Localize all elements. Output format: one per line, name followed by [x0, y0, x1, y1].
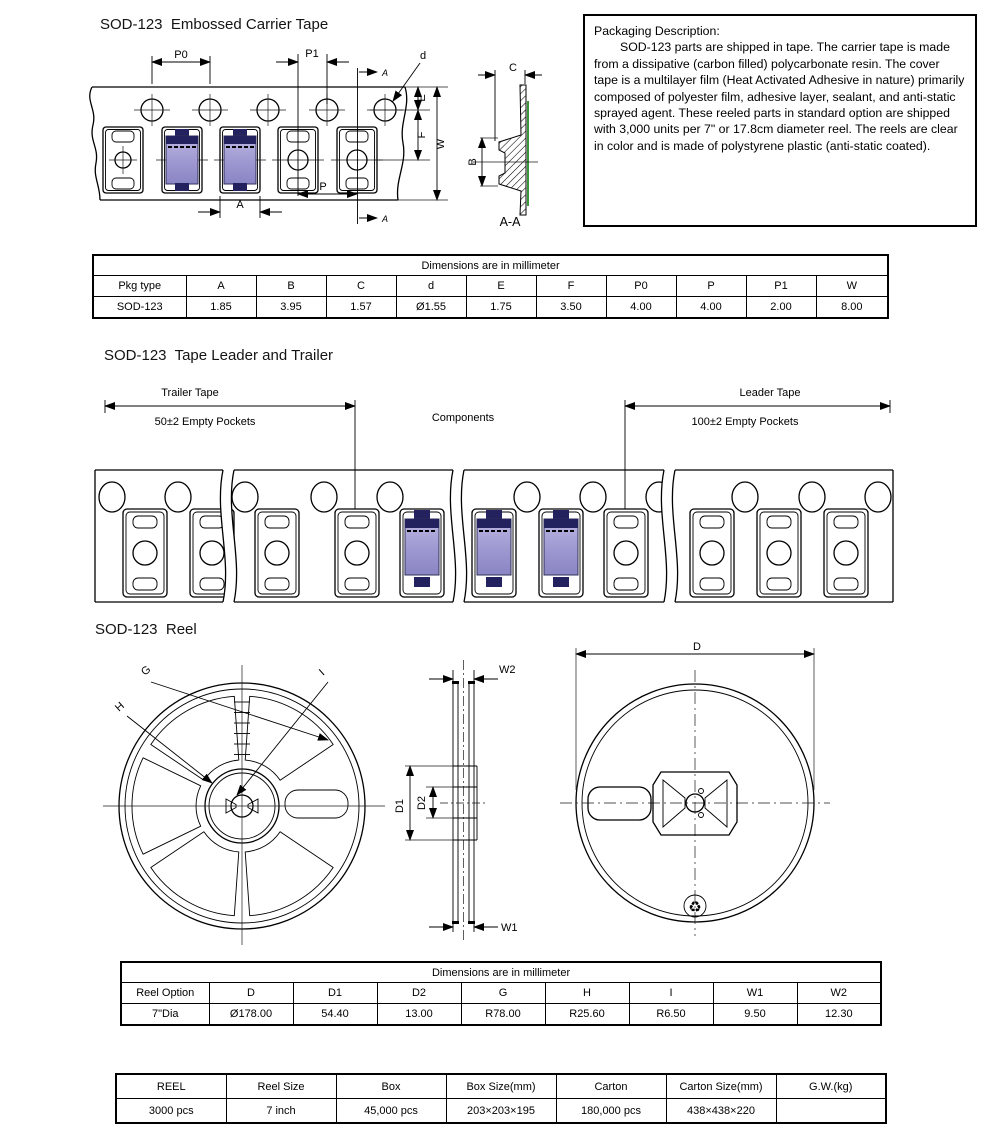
cell: 1.85	[186, 297, 256, 319]
svg-text:50±2 Empty Pockets: 50±2 Empty Pockets	[154, 416, 256, 428]
col-header: Carton	[556, 1074, 666, 1099]
svg-text:H: H	[112, 699, 127, 715]
section-title-carrier-tape: SOD-123 Embossed Carrier Tape	[100, 16, 329, 33]
cell: 203×203×195	[446, 1099, 556, 1124]
table-row	[93, 297, 888, 319]
recycle-mark	[684, 895, 706, 917]
table-title-row	[121, 962, 881, 983]
col-header: D	[209, 983, 293, 1004]
dim-g-leader	[139, 664, 328, 740]
carrier-tape-drawing	[80, 46, 560, 241]
svg-text:A-A: A-A	[499, 215, 521, 229]
cell: 3000 pcs	[116, 1099, 226, 1124]
col-header: P0	[606, 276, 676, 297]
cell: 54.40	[293, 1004, 377, 1026]
svg-text:W: W	[435, 138, 447, 150]
table-title-row	[93, 255, 888, 276]
svg-text:P0: P0	[174, 49, 188, 61]
col-header: REEL	[116, 1074, 226, 1099]
svg-text:G: G	[138, 663, 154, 679]
pocket-empty	[255, 509, 299, 597]
cell: 9.50	[713, 1004, 797, 1026]
col-header: A	[186, 276, 256, 297]
cross-section-a-a	[467, 62, 542, 229]
pocket-component	[156, 127, 208, 193]
col-header: G	[461, 983, 545, 1004]
cell: 180,000 pcs	[556, 1099, 666, 1124]
svg-text:Trailer Tape: Trailer Tape	[161, 387, 219, 399]
dim-p	[298, 181, 357, 194]
cell: SOD-123	[93, 297, 186, 319]
cell: 4.00	[606, 297, 676, 319]
col-header: Reel Option	[121, 983, 209, 1004]
dim-a	[198, 196, 282, 218]
reel-table	[120, 961, 882, 1026]
col-header: E	[466, 276, 536, 297]
dim-i-leader	[237, 667, 328, 795]
table-title: Dimensions are in millimeter	[121, 962, 881, 983]
svg-text:D1: D1	[394, 798, 406, 814]
packing-table	[115, 1073, 887, 1124]
dim-e-f-w	[370, 87, 448, 200]
col-header: G.W.(kg)	[776, 1074, 886, 1099]
table-header-row	[116, 1074, 886, 1099]
pocket-empty	[757, 509, 801, 597]
cell: R6.50	[629, 1004, 713, 1026]
reel-front-view	[103, 664, 385, 945]
col-header: W2	[797, 983, 881, 1004]
col-header: d	[396, 276, 466, 297]
cell: R78.00	[461, 1004, 545, 1026]
cell: 7 inch	[226, 1099, 336, 1124]
pocket-component	[214, 127, 266, 193]
sprocket-holes	[99, 482, 891, 512]
cell: 7"Dia	[121, 1004, 209, 1026]
table-header-row	[93, 276, 888, 297]
col-header: Box Size(mm)	[446, 1074, 556, 1099]
svg-text:100±2 Empty Pockets: 100±2 Empty Pockets	[691, 416, 799, 428]
pocket-profile	[499, 85, 526, 215]
col-header: B	[256, 276, 326, 297]
svg-text:W1: W1	[501, 922, 518, 934]
dim-d2	[416, 787, 453, 818]
svg-text:A: A	[382, 68, 389, 78]
svg-text:W2: W2	[499, 664, 516, 676]
col-header: W	[816, 276, 888, 297]
cell: 3.95	[256, 297, 326, 319]
dim-d-leader	[393, 50, 426, 101]
sprocket-holes	[134, 94, 403, 126]
table-row	[116, 1099, 886, 1124]
svg-text:P1: P1	[305, 48, 319, 60]
cell: 438×438×220	[666, 1099, 776, 1124]
svg-text:A: A	[382, 214, 389, 224]
col-header: Reel Size	[226, 1074, 336, 1099]
svg-text:d: d	[420, 50, 427, 62]
col-header: P1	[746, 276, 816, 297]
pocket-empty-crosshair	[103, 127, 143, 193]
svg-text:F: F	[416, 131, 428, 139]
hub-wedge-left	[663, 780, 685, 827]
col-header: Pkg type	[93, 276, 186, 297]
col-header: P	[676, 276, 746, 297]
section-title-leader-trailer: SOD-123 Tape Leader and Trailer	[104, 347, 334, 364]
packaging-description-box	[583, 14, 977, 227]
svg-text:I: I	[316, 667, 328, 679]
col-header: D1	[293, 983, 377, 1004]
table-header-row	[121, 983, 881, 1004]
svg-text:A: A	[236, 199, 244, 211]
col-header: W1	[713, 983, 797, 1004]
svg-text:Leader Tape: Leader Tape	[739, 387, 801, 399]
pocket-component	[539, 509, 583, 597]
svg-text:B: B	[467, 158, 479, 166]
svg-text:D: D	[693, 641, 701, 653]
pocket-component	[400, 509, 444, 597]
cell: 45,000 pcs	[336, 1099, 446, 1124]
cell	[776, 1099, 886, 1124]
cell: 1.75	[466, 297, 536, 319]
dim-p0	[152, 49, 210, 84]
cell: 13.00	[377, 1004, 461, 1026]
col-header: C	[326, 276, 396, 297]
cell: 1.57	[326, 297, 396, 319]
col-header: D2	[377, 983, 461, 1004]
pocket-empty	[335, 509, 379, 597]
cell: 3.50	[536, 297, 606, 319]
dim-p1	[276, 48, 349, 196]
hub-wedge-right	[705, 780, 727, 827]
col-header: H	[545, 983, 629, 1004]
svg-text:E: E	[416, 94, 428, 102]
pocket-empty	[690, 509, 734, 597]
leader-trailer-drawing	[90, 380, 900, 615]
svg-text:D2: D2	[416, 795, 428, 811]
svg-text:C: C	[509, 62, 517, 74]
cell: Ø178.00	[209, 1004, 293, 1026]
col-header: I	[629, 983, 713, 1004]
packaging-description-body: SOD-123 parts are shipped in tape. The carrier tape is made from a dissipative (carbon filled) polycarbonate resin. The cover tape is a multilayer film (Heat Activated Adhesive in nature) primarily composed of polyester film, adhesive layer, sealant, and anti-static sprayed agent. These reeled parts in standard option are shipped with 3,000 units per 7" or 17.8cm diameter reel. The reels are clear in color and is made of polystyrene plastic (anti-static coated).	[594, 40, 965, 153]
reel-drawing	[85, 640, 905, 960]
cell: Ø1.55	[396, 297, 466, 319]
reel-back-view	[560, 641, 830, 936]
col-header: F	[536, 276, 606, 297]
cell: 4.00	[676, 297, 746, 319]
pocket-empty	[123, 509, 167, 597]
pocket-empty	[604, 509, 648, 597]
components-label: Components	[431, 412, 495, 424]
packaging-description-title: Packaging Description:	[594, 24, 720, 38]
table-row	[121, 1004, 881, 1026]
finger-slot	[285, 790, 348, 818]
pocket-component	[472, 509, 516, 597]
col-header: Carton Size(mm)	[666, 1074, 776, 1099]
cell: R25.60	[545, 1004, 629, 1026]
carrier-tape-table	[92, 254, 889, 319]
col-header: Box	[336, 1074, 446, 1099]
finger-slot	[588, 787, 651, 820]
svg-text:P: P	[319, 181, 327, 193]
dim-w2	[429, 664, 516, 683]
section-title-reel: SOD-123 Reel	[95, 621, 197, 638]
pocket-empty	[824, 509, 868, 597]
cell: 2.00	[746, 297, 816, 319]
recycle-icon: ♻	[688, 899, 702, 916]
table-title: Dimensions are in millimeter	[93, 255, 888, 276]
reel-side-view	[394, 660, 518, 940]
cell: 8.00	[816, 297, 888, 319]
cell: 12.30	[797, 1004, 881, 1026]
